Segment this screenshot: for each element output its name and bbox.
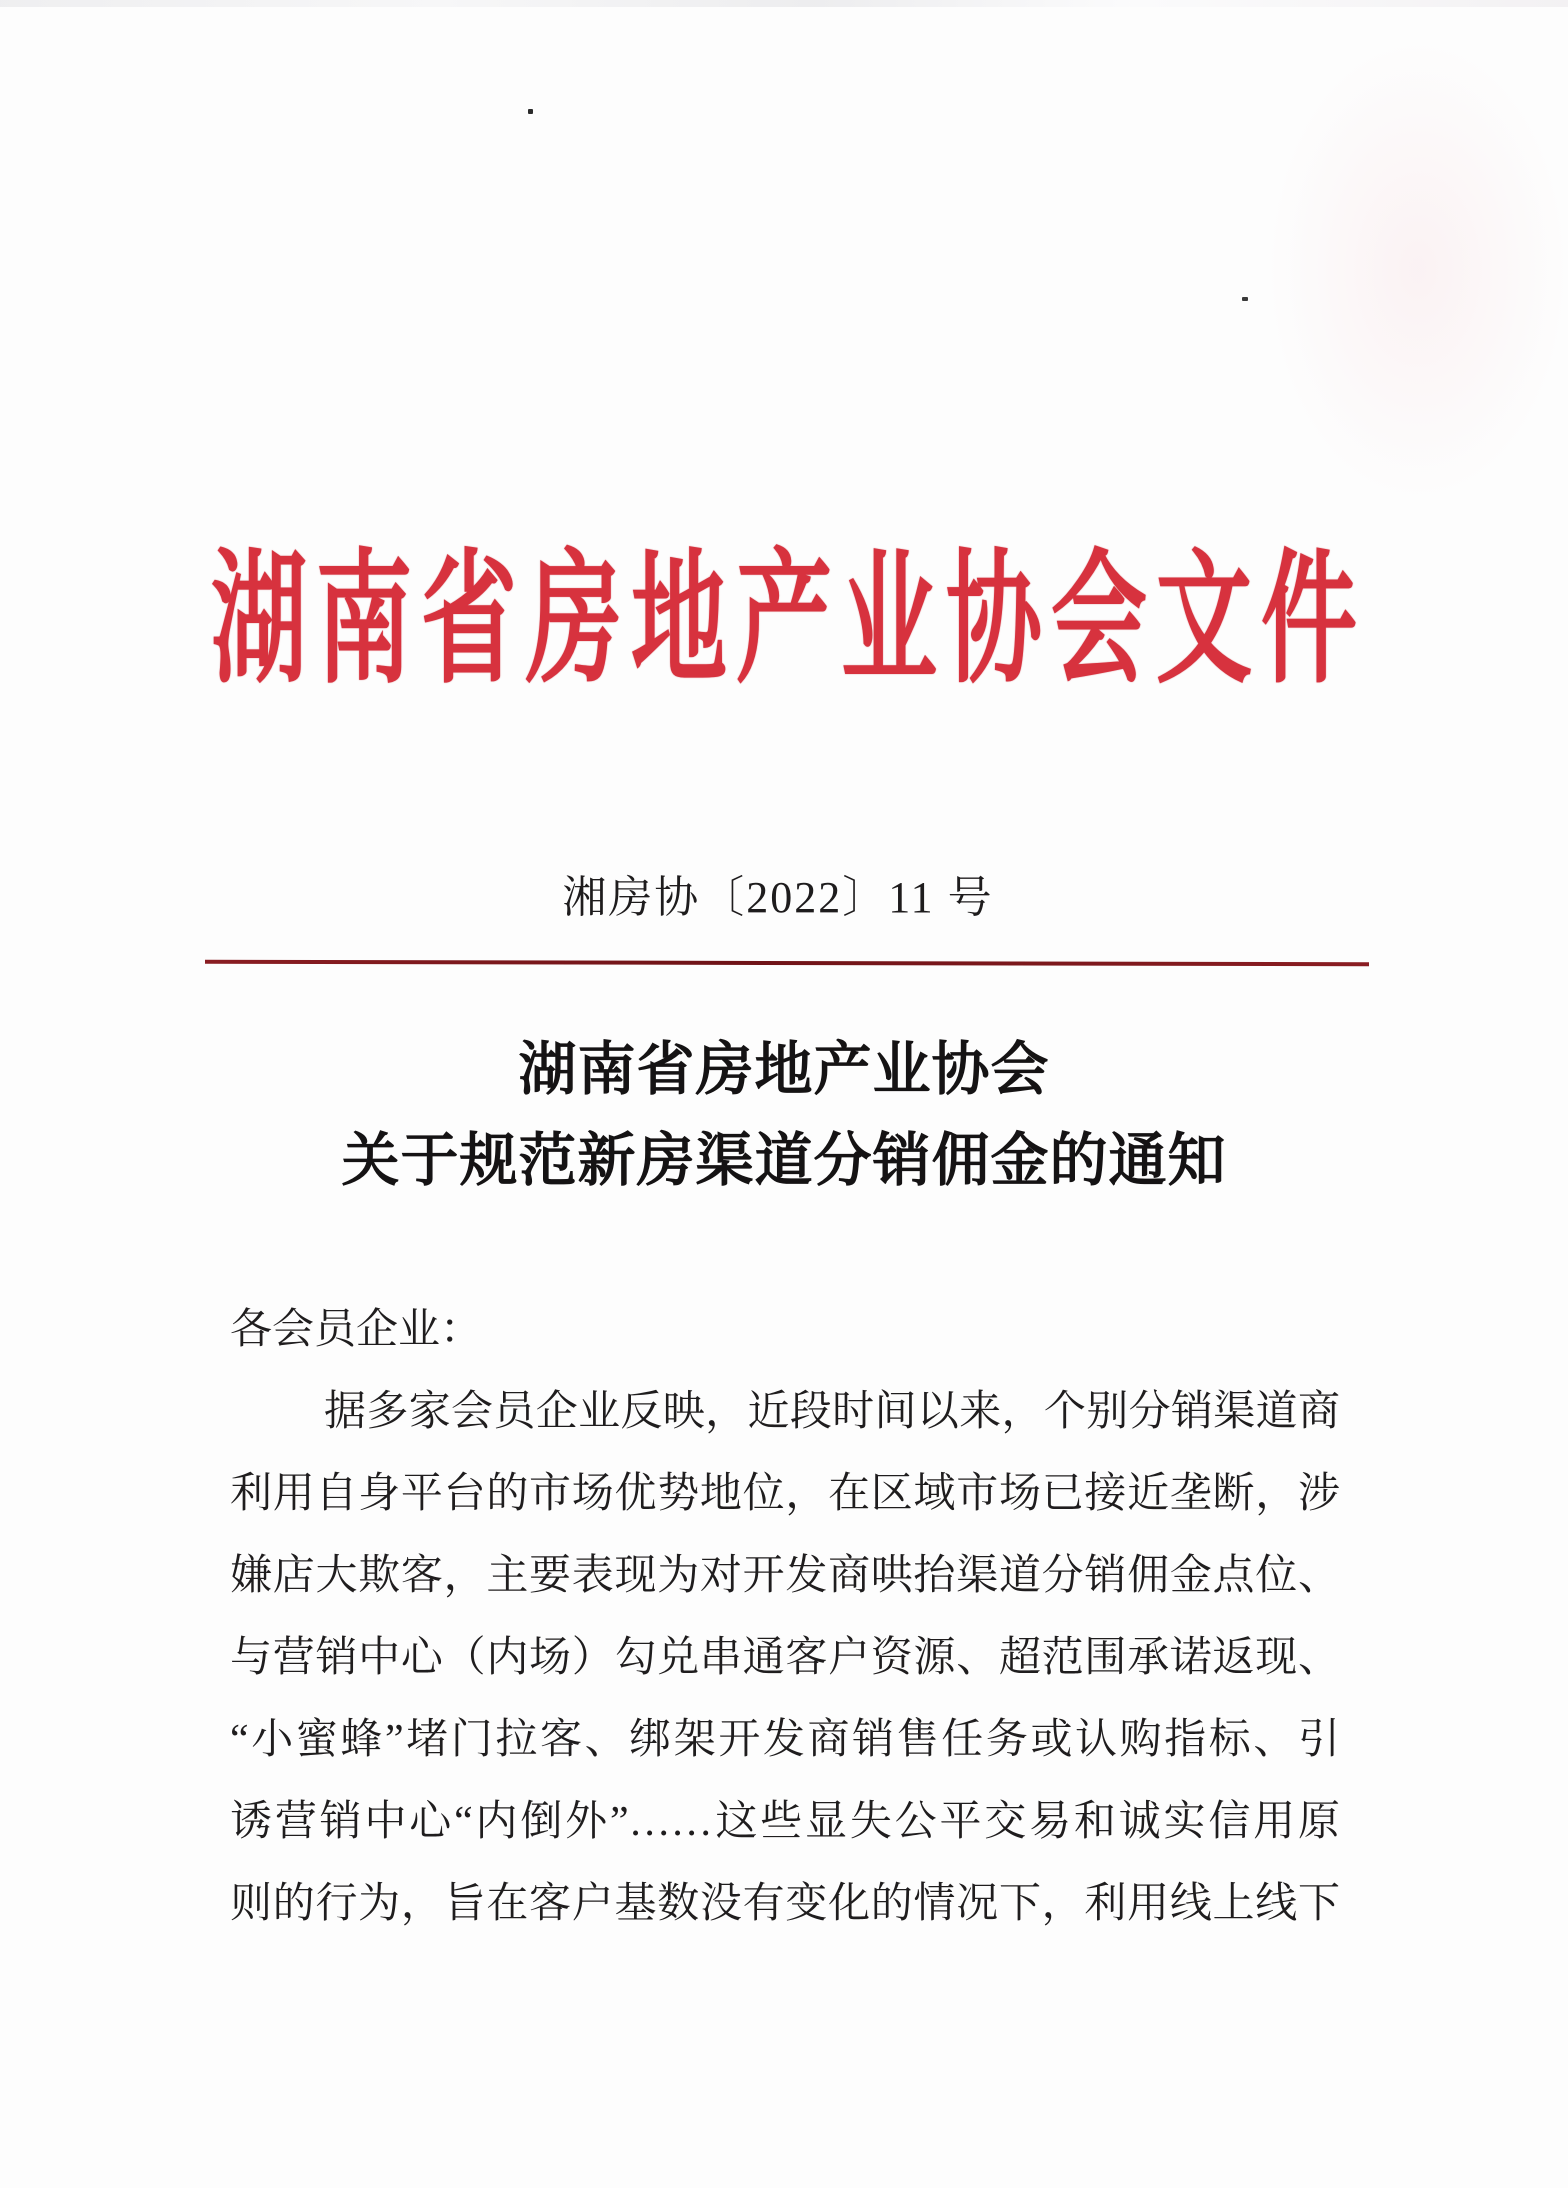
paragraph-line: 则的行为，旨在客户基数没有变化的情况下，利用线上线下 — [230, 1881, 1340, 1927]
document-title-line2: 关于规范新房渠道分销佣金的通知 — [341, 1128, 1227, 1193]
paragraph-line: 利用自身平台的市场优势地位，在区域市场已接近垄断，涉 — [230, 1471, 1340, 1517]
letterhead-title-text: 湖南省房地产业协会文件 — [211, 540, 1366, 701]
letterhead-title — [0, 540, 1568, 701]
body-text — [230, 1289, 1340, 1945]
paragraph-line: 与营销中心（内场）勾兑串通客户资源、超范围承诺返现、 — [230, 1635, 1340, 1681]
scan-speck — [528, 109, 533, 114]
paragraph-line: 嫌店大欺客，主要表现为对开发商哄抬渠道分销佣金点位、 — [230, 1553, 1340, 1599]
document-number: 湘房协〔2022〕11 号 — [562, 873, 994, 922]
scan-speck — [1242, 297, 1248, 301]
scan-smudge-artifact — [1268, 40, 1568, 500]
red-divider-line — [205, 960, 1369, 966]
paragraph-line: “小蜜蜂”堵门拉客、绑架开发商销售任务或认购指标、引 — [230, 1717, 1340, 1763]
document-title-line1: 湖南省房地产业协会 — [518, 1037, 1050, 1102]
salutation: 各会员企业： — [230, 1307, 483, 1353]
paragraph-line: 据多家会员企业反映，近段时间以来，个别分销渠道商 — [324, 1389, 1340, 1435]
scan-edge-artifact — [0, 0, 1568, 7]
paragraph-line: 诱营销中心“内倒外”……这些显失公平交易和诚实信用原 — [230, 1799, 1340, 1845]
